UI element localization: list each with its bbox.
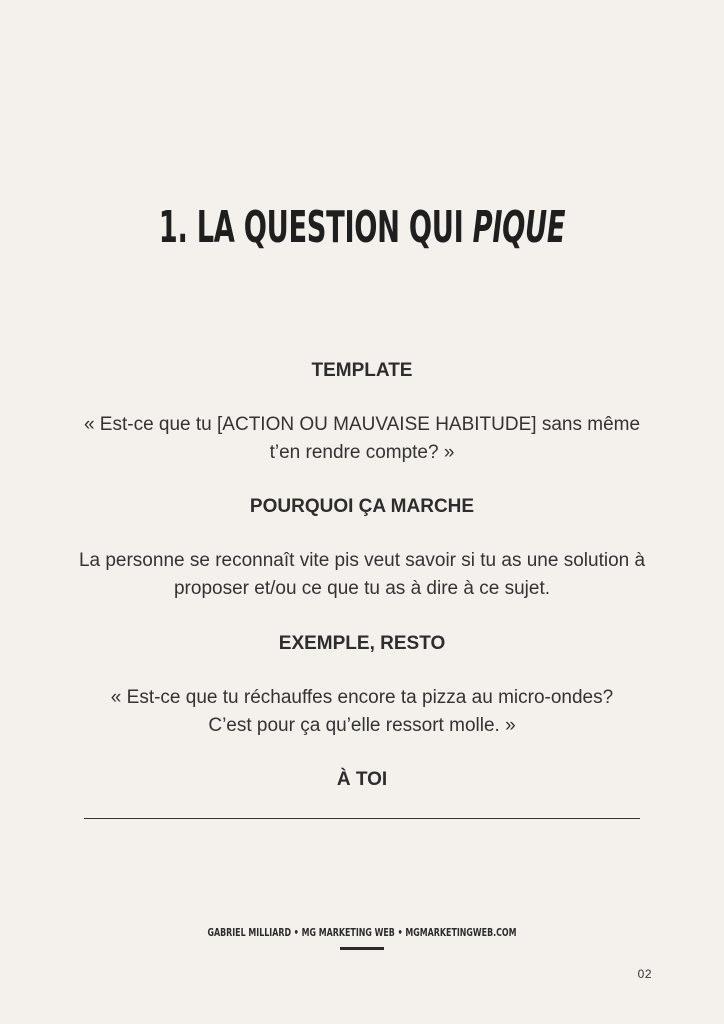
- template-line-1: « Est-ce que tu [ACTION OU MAUVAISE HABITUDE] sans même: [83, 414, 641, 435]
- footer-credits: GABRIEL MILLIARD • MG MARKETING WEB • MGMARKETINGWEB.COM: [207, 926, 517, 939]
- why-line-1: La personne se reconnaît vite pis veut savoir si tu as une solution à: [78, 550, 646, 571]
- your-turn-heading: À TOI: [336, 769, 388, 790]
- footer-divider: [340, 947, 384, 950]
- page-title-main: 1. LA QUESTION QUI: [158, 202, 473, 253]
- why-heading: POURQUOI ÇA MARCHE: [249, 496, 475, 517]
- example-heading: EXEMPLE, RESTO: [278, 633, 446, 654]
- answer-blank-line: [84, 818, 640, 819]
- page-number: 02: [637, 967, 652, 981]
- why-text: [50, 547, 674, 603]
- page-title: [138, 192, 587, 264]
- example-line-2: C’est pour ça qu’elle ressort molle. »: [208, 715, 516, 736]
- template-line-2: t’en rendre compte? »: [269, 442, 455, 463]
- template-heading: TEMPLATE: [311, 360, 413, 381]
- why-line-2: proposer et/ou ce que tu as à dire à ce sujet.: [173, 578, 550, 599]
- example-line-1: « Est-ce que tu réchauffes encore ta pizza au micro-ondes?: [110, 687, 614, 708]
- page-title-emphasis: PIQUE: [472, 202, 566, 253]
- template-text: [50, 411, 674, 467]
- example-text: [50, 684, 674, 740]
